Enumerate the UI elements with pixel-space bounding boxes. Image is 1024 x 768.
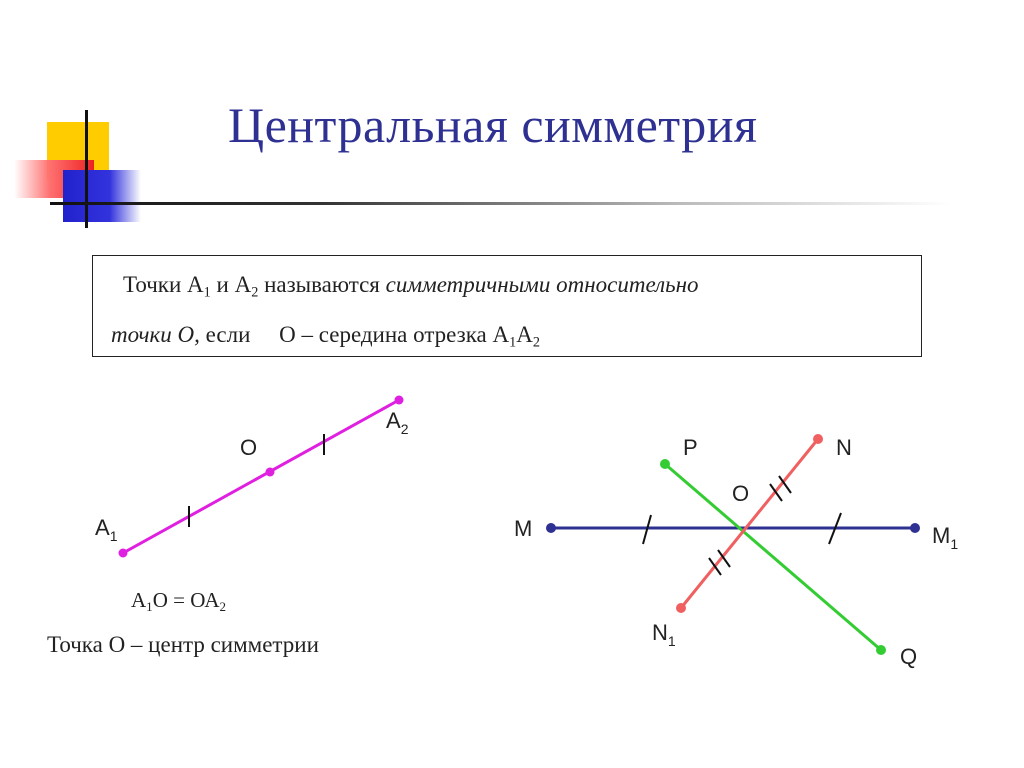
label-n: N: [836, 435, 852, 460]
point-m: [546, 523, 556, 533]
label-o: O: [240, 435, 258, 460]
definition-line-2: точки О, если О – середина отрезка $А_1А_2$: [111, 322, 540, 351]
definition-line-1: Точки $А_1$ и $А_2$ называются симметричными относительно: [123, 272, 699, 301]
center-of-symmetry-text: Точка О – центр симметрии: [47, 632, 319, 657]
label-m1: $M_1$: [932, 523, 959, 552]
label-m: M: [514, 516, 533, 541]
label-p: P: [683, 435, 698, 460]
point-n: [813, 434, 823, 444]
label-n1: $N_1$: [652, 620, 676, 649]
label-a2: $A_2$: [386, 408, 409, 437]
segment-p-q: [665, 464, 881, 650]
point-n1: [676, 603, 686, 613]
equation-a1o-oa2: $А_1О = ОА_2$: [131, 588, 226, 614]
label-o2: O: [732, 481, 750, 506]
point-p: [660, 459, 670, 469]
label-a1: $A_1$: [95, 515, 118, 544]
segment-n-n1: [681, 439, 818, 608]
label-q: Q: [900, 644, 918, 669]
page-title: Центральная симметрия: [228, 97, 758, 153]
point-m1: [910, 523, 920, 533]
point-q: [876, 645, 886, 655]
